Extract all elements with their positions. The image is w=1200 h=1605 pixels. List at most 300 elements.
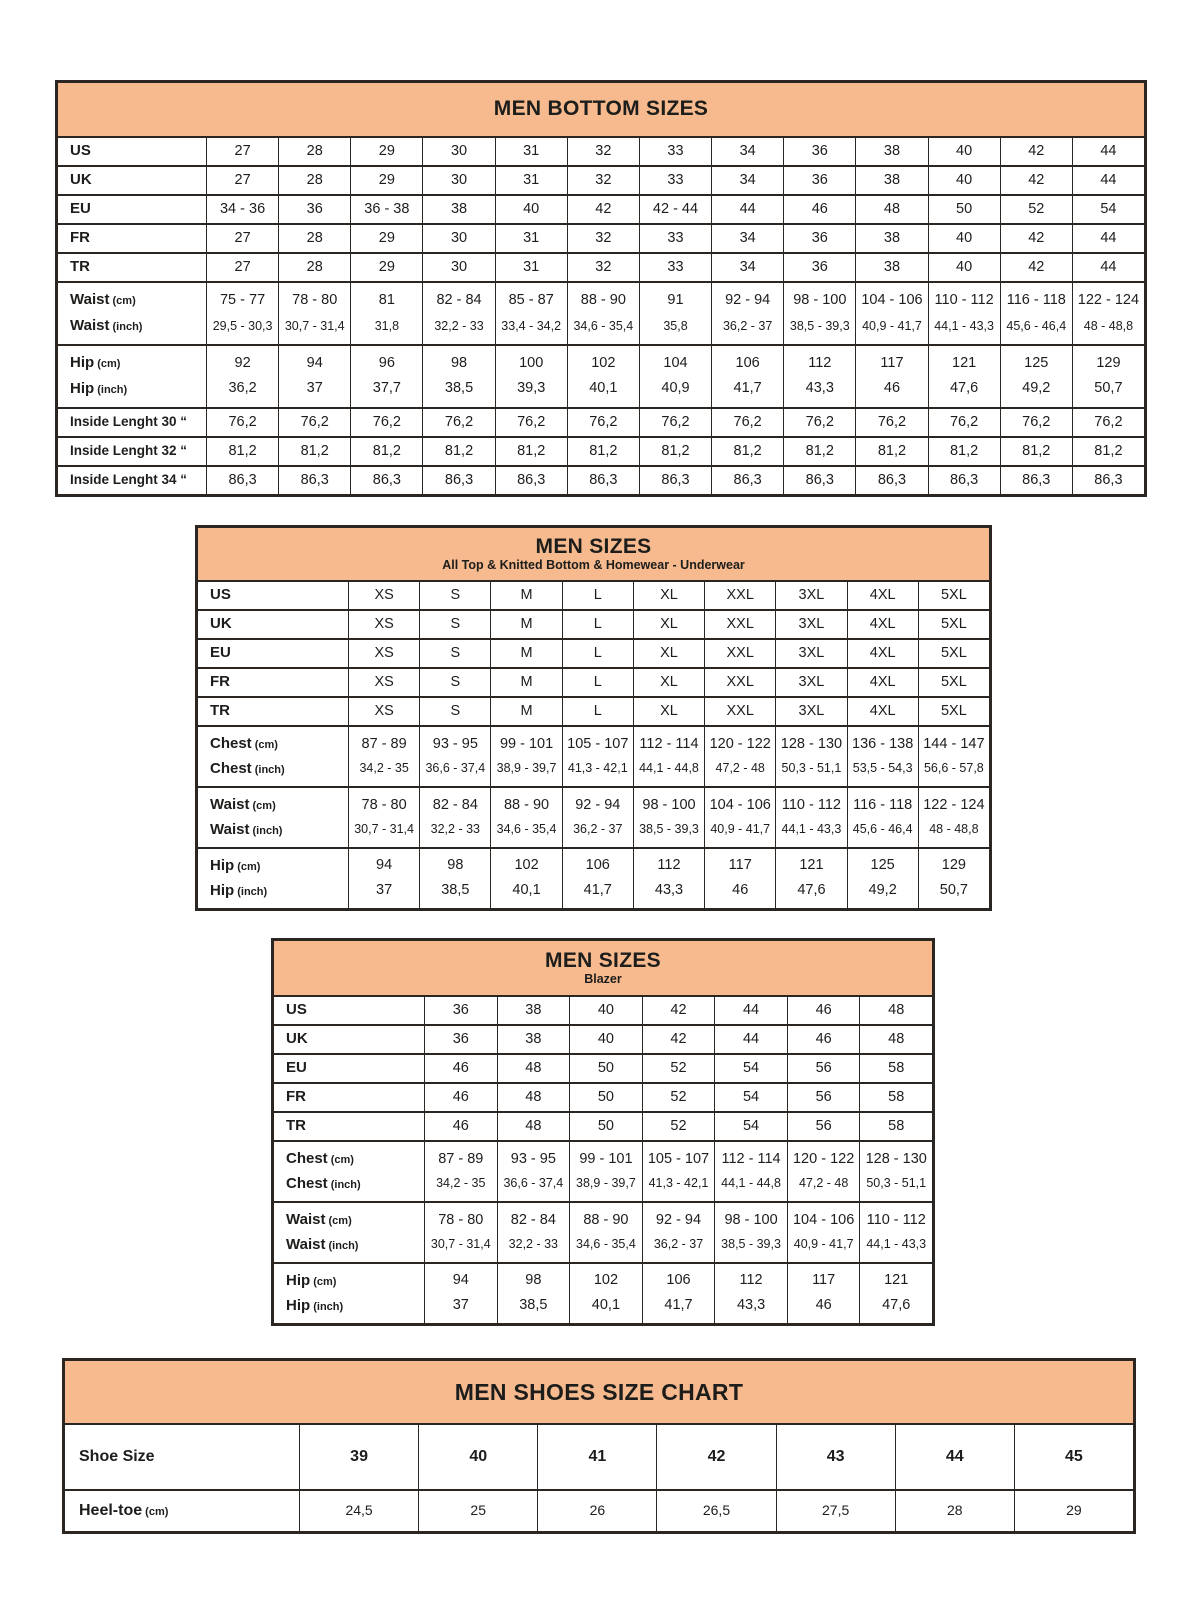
table-cell: XS bbox=[348, 611, 419, 638]
table-section bbox=[58, 436, 1144, 465]
row-label: TR bbox=[286, 1117, 306, 1135]
table-cell: 48 bbox=[859, 1026, 932, 1053]
table-title: MEN SIZES bbox=[545, 948, 661, 972]
table-section bbox=[198, 725, 989, 786]
table-cell: 44 bbox=[895, 1425, 1014, 1489]
row-label: EU bbox=[70, 200, 91, 218]
table-cell: 56 bbox=[787, 1084, 860, 1111]
table-cell: 136 - 138 53,5 - 54,3 bbox=[847, 727, 918, 786]
table-cell: 86,3 bbox=[855, 467, 927, 494]
table-cell: 81,2 bbox=[1072, 438, 1144, 465]
table-section bbox=[274, 1262, 932, 1323]
table-cell: 58 bbox=[859, 1055, 932, 1082]
table-cell: 42 bbox=[1000, 138, 1072, 165]
table-cell: 48 bbox=[855, 196, 927, 223]
table-cell: 106 41,7 bbox=[642, 1264, 715, 1323]
table-cell: M bbox=[490, 611, 561, 638]
table-cell: 104 - 106 40,9 - 41,7 bbox=[855, 283, 927, 344]
row-label: US bbox=[70, 142, 91, 160]
table-section bbox=[274, 1111, 932, 1140]
table-cell: M bbox=[490, 698, 561, 725]
table-cell: 110 - 112 44,1 - 43,3 bbox=[775, 788, 846, 847]
table-cell: 5XL bbox=[918, 611, 989, 638]
table-cell: 27 bbox=[206, 167, 278, 194]
table-cell: 54 bbox=[714, 1055, 787, 1082]
table-cell: 54 bbox=[714, 1084, 787, 1111]
table-cell: 98 38,5 bbox=[422, 346, 494, 407]
table-cell: 129 50,7 bbox=[1072, 346, 1144, 407]
table-cell: 56 bbox=[787, 1055, 860, 1082]
table-section bbox=[58, 194, 1144, 223]
table-cell: 34 - 36 bbox=[206, 196, 278, 223]
table-cell: 104 - 106 40,9 - 41,7 bbox=[704, 788, 775, 847]
table-cell: 76,2 bbox=[567, 409, 639, 436]
table-title: MEN BOTTOM SIZES bbox=[493, 97, 709, 121]
table-cell: XXL bbox=[704, 669, 775, 696]
table-cell: 50 bbox=[928, 196, 1000, 223]
table-cell: 42 bbox=[656, 1425, 775, 1489]
table-cell: 36 bbox=[278, 196, 350, 223]
table-cell: 33 bbox=[639, 167, 711, 194]
table-cell: 86,3 bbox=[278, 467, 350, 494]
table-section bbox=[65, 1423, 1133, 1489]
row-label: Hip (cm) Hip (inch) bbox=[70, 354, 128, 398]
row-label: Chest (cm) Chest (inch) bbox=[210, 734, 285, 777]
table-cell: 26,5 bbox=[656, 1491, 775, 1531]
table-cell: 112 - 114 44,1 - 44,8 bbox=[714, 1142, 787, 1201]
table-cell: 117 46 bbox=[855, 346, 927, 407]
table-cell: 76,2 bbox=[711, 409, 783, 436]
table-cell: 52 bbox=[1000, 196, 1072, 223]
table-cell: 81,2 bbox=[422, 438, 494, 465]
table-cell: 46 bbox=[424, 1113, 497, 1140]
table-cell: 54 bbox=[714, 1113, 787, 1140]
row-label: UK bbox=[210, 615, 232, 633]
table-cell: 48 bbox=[497, 1055, 570, 1082]
table-cell: L bbox=[562, 611, 633, 638]
table-cell: 86,3 bbox=[711, 467, 783, 494]
table-cell: 30 bbox=[422, 225, 494, 252]
table-cell: XL bbox=[633, 640, 704, 667]
table-cell: 42 bbox=[1000, 225, 1072, 252]
table-cell: XL bbox=[633, 582, 704, 609]
table-cell: 86,3 bbox=[567, 467, 639, 494]
table-cell: 38 bbox=[497, 1026, 570, 1053]
table-cell: 4XL bbox=[847, 640, 918, 667]
table-cell: 86,3 bbox=[639, 467, 711, 494]
table-cell: 81,2 bbox=[928, 438, 1000, 465]
table-cell: 41 bbox=[537, 1425, 656, 1489]
table-section bbox=[198, 609, 989, 638]
table-cell: 29 bbox=[350, 225, 422, 252]
table-cell: 117 46 bbox=[787, 1264, 860, 1323]
table-section bbox=[65, 1489, 1133, 1531]
table-cell: L bbox=[562, 582, 633, 609]
table-cell: S bbox=[419, 669, 490, 696]
table-cell: 30 bbox=[422, 254, 494, 281]
table-cell: 34 bbox=[711, 167, 783, 194]
table-cell: L bbox=[562, 698, 633, 725]
table-cell: 128 - 130 50,3 - 51,1 bbox=[775, 727, 846, 786]
table-cell: 104 - 106 40,9 - 41,7 bbox=[787, 1203, 860, 1262]
row-label: EU bbox=[286, 1059, 307, 1077]
table-cell: 81 31,8 bbox=[350, 283, 422, 344]
table-cell: 102 40,1 bbox=[490, 849, 561, 908]
table-cell: 78 - 80 30,7 - 31,4 bbox=[348, 788, 419, 847]
table-cell: 32 bbox=[567, 138, 639, 165]
table-cell: 58 bbox=[859, 1084, 932, 1111]
row-label: Hip (cm) Hip (inch) bbox=[286, 1271, 344, 1314]
row-label: TR bbox=[210, 702, 230, 720]
table-cell: 27,5 bbox=[776, 1491, 895, 1531]
table-cell: 40 bbox=[495, 196, 567, 223]
table-cell: 76,2 bbox=[855, 409, 927, 436]
row-label: UK bbox=[70, 171, 92, 189]
table-cell: 112 - 114 44,1 - 44,8 bbox=[633, 727, 704, 786]
table-cell: 105 - 107 41,3 - 42,1 bbox=[642, 1142, 715, 1201]
table-cell: 76,2 bbox=[422, 409, 494, 436]
table-cell: 38 bbox=[855, 167, 927, 194]
table-section bbox=[198, 580, 989, 609]
table-section bbox=[58, 465, 1144, 494]
table-cell: 44 bbox=[714, 1026, 787, 1053]
table-cell: 105 - 107 41,3 - 42,1 bbox=[562, 727, 633, 786]
row-label: Inside Lenght 32 “ bbox=[70, 443, 188, 459]
table-cell: 93 - 95 36,6 - 37,4 bbox=[497, 1142, 570, 1201]
table-cell: 122 - 124 48 - 48,8 bbox=[1072, 283, 1144, 344]
table-section bbox=[58, 281, 1144, 344]
table-cell: 29 bbox=[1014, 1491, 1133, 1531]
table-cell: 112 43,3 bbox=[714, 1264, 787, 1323]
table-cell: 76,2 bbox=[928, 409, 1000, 436]
table-cell: 31 bbox=[495, 167, 567, 194]
table-cell: M bbox=[490, 582, 561, 609]
table-section bbox=[274, 1024, 932, 1053]
table-cell: 120 - 122 47,2 - 48 bbox=[787, 1142, 860, 1201]
table-cell: 31 bbox=[495, 254, 567, 281]
table-cell: XXL bbox=[704, 640, 775, 667]
table-cell: 86,3 bbox=[206, 467, 278, 494]
table-cell: 56 bbox=[787, 1113, 860, 1140]
table-cell: 81,2 bbox=[711, 438, 783, 465]
table-cell: 36 bbox=[783, 254, 855, 281]
table-cell: 76,2 bbox=[783, 409, 855, 436]
table-cell: 5XL bbox=[918, 698, 989, 725]
table-cell: 98 - 100 38,5 - 39,3 bbox=[633, 788, 704, 847]
table-cell: 44 bbox=[1072, 225, 1144, 252]
table-section bbox=[274, 1201, 932, 1262]
table-cell: L bbox=[562, 640, 633, 667]
table-cell: 92 36,2 bbox=[206, 346, 278, 407]
table-cell: 112 43,3 bbox=[633, 849, 704, 908]
table-cell: 48 bbox=[859, 997, 932, 1024]
table-section bbox=[198, 786, 989, 847]
table-cell: 87 - 89 34,2 - 35 bbox=[424, 1142, 497, 1201]
table-section bbox=[198, 667, 989, 696]
table-cell: M bbox=[490, 640, 561, 667]
table-cell: 112 43,3 bbox=[783, 346, 855, 407]
table-section bbox=[198, 638, 989, 667]
table-cell: 29 bbox=[350, 167, 422, 194]
table-cell: 128 - 130 50,3 - 51,1 bbox=[859, 1142, 932, 1201]
table-cell: 88 - 90 34,6 - 35,4 bbox=[569, 1203, 642, 1262]
table-title-band bbox=[65, 1361, 1133, 1423]
table-cell: 28 bbox=[278, 167, 350, 194]
table-cell: 86,3 bbox=[495, 467, 567, 494]
table-cell: 96 37,7 bbox=[350, 346, 422, 407]
table-section bbox=[58, 344, 1144, 407]
table-cell: 86,3 bbox=[928, 467, 1000, 494]
table-cell: 106 41,7 bbox=[562, 849, 633, 908]
table-cell: 46 bbox=[783, 196, 855, 223]
table-cell: 102 40,1 bbox=[569, 1264, 642, 1323]
table-cell: 117 46 bbox=[704, 849, 775, 908]
table-cell: 91 35,8 bbox=[639, 283, 711, 344]
table-cell: 121 47,6 bbox=[928, 346, 1000, 407]
table-cell: 99 - 101 38,9 - 39,7 bbox=[569, 1142, 642, 1201]
table-cell: 40 bbox=[569, 1026, 642, 1053]
table-cell: 27 bbox=[206, 138, 278, 165]
table-section bbox=[58, 407, 1144, 436]
table-cell: 116 - 118 45,6 - 46,4 bbox=[847, 788, 918, 847]
row-label: TR bbox=[70, 258, 90, 276]
table-cell: 100 39,3 bbox=[495, 346, 567, 407]
table-cell: 104 40,9 bbox=[639, 346, 711, 407]
table-section bbox=[198, 847, 989, 908]
table-cell: 33 bbox=[639, 254, 711, 281]
table-cell: 39 bbox=[299, 1425, 418, 1489]
table-cell: 38 bbox=[497, 997, 570, 1024]
table-cell: 40 bbox=[928, 138, 1000, 165]
table-title: MEN SHOES SIZE CHART bbox=[454, 1378, 744, 1405]
table-cell: 92 - 94 36,2 - 37 bbox=[562, 788, 633, 847]
table-cell: 81,2 bbox=[1000, 438, 1072, 465]
table-section bbox=[274, 995, 932, 1024]
table-cell: 44 bbox=[1072, 167, 1144, 194]
table-cell: 42 bbox=[642, 1026, 715, 1053]
table-cell: 38 bbox=[855, 225, 927, 252]
table-cell: 86,3 bbox=[350, 467, 422, 494]
table-cell: 129 50,7 bbox=[918, 849, 989, 908]
row-label: EU bbox=[210, 644, 231, 662]
table-cell: 82 - 84 32,2 - 33 bbox=[422, 283, 494, 344]
table-cell: 3XL bbox=[775, 582, 846, 609]
table-cell: XS bbox=[348, 669, 419, 696]
table-cell: 92 - 94 36,2 - 37 bbox=[711, 283, 783, 344]
table-cell: 44 bbox=[1072, 138, 1144, 165]
table-cell: 92 - 94 36,2 - 37 bbox=[642, 1203, 715, 1262]
table-cell: 40 bbox=[569, 997, 642, 1024]
table-cell: 86,3 bbox=[1072, 467, 1144, 494]
table-cell: 36 bbox=[424, 997, 497, 1024]
table-cell: 40 bbox=[928, 254, 1000, 281]
table-cell: 45 bbox=[1014, 1425, 1133, 1489]
table-cell: 81,2 bbox=[206, 438, 278, 465]
table-cell: 33 bbox=[639, 225, 711, 252]
row-label: US bbox=[210, 586, 231, 604]
table-cell: 121 47,6 bbox=[775, 849, 846, 908]
table-cell: 40 bbox=[418, 1425, 537, 1489]
table-cell: 58 bbox=[859, 1113, 932, 1140]
table-cell: 48 bbox=[497, 1113, 570, 1140]
table-cell: 44 bbox=[1072, 254, 1144, 281]
table-cell: 32 bbox=[567, 254, 639, 281]
table-cell: 24,5 bbox=[299, 1491, 418, 1531]
table-section bbox=[58, 165, 1144, 194]
table-cell: S bbox=[419, 611, 490, 638]
table-cell: S bbox=[419, 640, 490, 667]
table-cell: 121 47,6 bbox=[859, 1264, 932, 1323]
table-section bbox=[58, 136, 1144, 165]
table-cell: 40 bbox=[928, 225, 1000, 252]
table-cell: 50 bbox=[569, 1084, 642, 1111]
table-cell: 36 bbox=[783, 138, 855, 165]
table-cell: 81,2 bbox=[855, 438, 927, 465]
table-cell: 81,2 bbox=[350, 438, 422, 465]
table-cell: 4XL bbox=[847, 669, 918, 696]
table-cell: 48 bbox=[497, 1084, 570, 1111]
table-cell: M bbox=[490, 669, 561, 696]
row-label: FR bbox=[70, 229, 90, 247]
table-cell: 38 bbox=[855, 138, 927, 165]
table-cell: 4XL bbox=[847, 582, 918, 609]
table-cell: 34 bbox=[711, 254, 783, 281]
table-title: MEN SIZES bbox=[535, 534, 652, 558]
table-title-band bbox=[58, 83, 1144, 136]
table-section bbox=[198, 696, 989, 725]
table-cell: 27 bbox=[206, 225, 278, 252]
table-cell: L bbox=[562, 669, 633, 696]
table-cell: 5XL bbox=[918, 582, 989, 609]
table-cell: XS bbox=[348, 640, 419, 667]
row-label: Chest (cm) Chest (inch) bbox=[286, 1149, 361, 1192]
table-cell: 78 - 80 30,7 - 31,4 bbox=[278, 283, 350, 344]
table-cell: 98 38,5 bbox=[419, 849, 490, 908]
table-cell: 88 - 90 34,6 - 35,4 bbox=[490, 788, 561, 847]
table-cell: S bbox=[419, 698, 490, 725]
table-cell: 29 bbox=[350, 138, 422, 165]
table-cell: 110 - 112 44,1 - 43,3 bbox=[928, 283, 1000, 344]
table-cell: 82 - 84 32,2 - 33 bbox=[419, 788, 490, 847]
table-cell: 52 bbox=[642, 1084, 715, 1111]
table-cell: 82 - 84 32,2 - 33 bbox=[497, 1203, 570, 1262]
table-cell: 102 40,1 bbox=[567, 346, 639, 407]
table-section bbox=[274, 1140, 932, 1201]
table-cell: 76,2 bbox=[1000, 409, 1072, 436]
table-cell: 52 bbox=[642, 1055, 715, 1082]
table-cell: 120 - 122 47,2 - 48 bbox=[704, 727, 775, 786]
row-label: Hip (cm) Hip (inch) bbox=[210, 856, 268, 899]
table-cell: XXL bbox=[704, 698, 775, 725]
table-cell: 46 bbox=[424, 1084, 497, 1111]
table-cell: 5XL bbox=[918, 640, 989, 667]
table-cell: 26 bbox=[537, 1491, 656, 1531]
table-cell: 32 bbox=[567, 167, 639, 194]
table-cell: 38 bbox=[422, 196, 494, 223]
table-cell: 76,2 bbox=[495, 409, 567, 436]
table-cell: 86,3 bbox=[422, 467, 494, 494]
table-cell: 76,2 bbox=[639, 409, 711, 436]
table-cell: 81,2 bbox=[495, 438, 567, 465]
table-cell: 40 bbox=[928, 167, 1000, 194]
table-cell: 76,2 bbox=[206, 409, 278, 436]
table-cell: 81,2 bbox=[639, 438, 711, 465]
row-label: FR bbox=[286, 1088, 306, 1106]
table-cell: 122 - 124 48 - 48,8 bbox=[918, 788, 989, 847]
table-cell: 94 37 bbox=[348, 849, 419, 908]
table-cell: 44 bbox=[711, 196, 783, 223]
table-cell: 27 bbox=[206, 254, 278, 281]
row-label: UK bbox=[286, 1030, 308, 1048]
table-cell: 36 bbox=[424, 1026, 497, 1053]
table-title-band bbox=[274, 941, 932, 995]
table-cell: 75 - 77 29,5 - 30,3 bbox=[206, 283, 278, 344]
table-cell: 94 37 bbox=[424, 1264, 497, 1323]
table-cell: 46 bbox=[787, 1026, 860, 1053]
table-cell: 4XL bbox=[847, 698, 918, 725]
table-section bbox=[274, 1082, 932, 1111]
table-cell: 5XL bbox=[918, 669, 989, 696]
table-cell: 87 - 89 34,2 - 35 bbox=[348, 727, 419, 786]
table-cell: 125 49,2 bbox=[847, 849, 918, 908]
table-cell: 116 - 118 45,6 - 46,4 bbox=[1000, 283, 1072, 344]
table-cell: 25 bbox=[418, 1491, 537, 1531]
table-cell: 42 bbox=[642, 997, 715, 1024]
table-cell: 42 - 44 bbox=[639, 196, 711, 223]
table-cell: XL bbox=[633, 698, 704, 725]
table-cell: 42 bbox=[1000, 254, 1072, 281]
table-cell: 30 bbox=[422, 167, 494, 194]
table-cell: 81,2 bbox=[567, 438, 639, 465]
table-cell: 33 bbox=[639, 138, 711, 165]
table-cell: 28 bbox=[895, 1491, 1014, 1531]
table-cell: 88 - 90 34,6 - 35,4 bbox=[567, 283, 639, 344]
table-cell: 32 bbox=[567, 225, 639, 252]
table-cell: 38 bbox=[855, 254, 927, 281]
table-cell: 3XL bbox=[775, 611, 846, 638]
table-cell: 3XL bbox=[775, 640, 846, 667]
men-top-sizes-table bbox=[195, 525, 992, 911]
men-blazer-sizes-table bbox=[271, 938, 935, 1326]
table-cell: 52 bbox=[642, 1113, 715, 1140]
table-cell: 98 - 100 38,5 - 39,3 bbox=[714, 1203, 787, 1262]
row-label: FR bbox=[210, 673, 230, 691]
row-label: Inside Lenght 30 “ bbox=[70, 414, 188, 430]
table-cell: 46 bbox=[787, 997, 860, 1024]
row-label: Waist (cm) Waist (inch) bbox=[210, 795, 283, 838]
table-cell: 144 - 147 56,6 - 57,8 bbox=[918, 727, 989, 786]
table-cell: 50 bbox=[569, 1055, 642, 1082]
table-cell: 30 bbox=[422, 138, 494, 165]
table-cell: 78 - 80 30,7 - 31,4 bbox=[424, 1203, 497, 1262]
table-subtitle: Blazer bbox=[584, 971, 622, 986]
row-label: US bbox=[286, 1001, 307, 1019]
table-cell: 28 bbox=[278, 225, 350, 252]
table-cell: 3XL bbox=[775, 669, 846, 696]
table-cell: XL bbox=[633, 669, 704, 696]
table-cell: 44 bbox=[714, 997, 787, 1024]
table-cell: XS bbox=[348, 698, 419, 725]
table-cell: 4XL bbox=[847, 611, 918, 638]
table-cell: 76,2 bbox=[278, 409, 350, 436]
row-label: Heel-toe (cm) bbox=[79, 1502, 169, 1520]
table-cell: 99 - 101 38,9 - 39,7 bbox=[490, 727, 561, 786]
row-label: Shoe Size bbox=[79, 1448, 155, 1466]
table-cell: 42 bbox=[1000, 167, 1072, 194]
table-cell: 86,3 bbox=[783, 467, 855, 494]
table-cell: 42 bbox=[567, 196, 639, 223]
table-cell: 31 bbox=[495, 225, 567, 252]
